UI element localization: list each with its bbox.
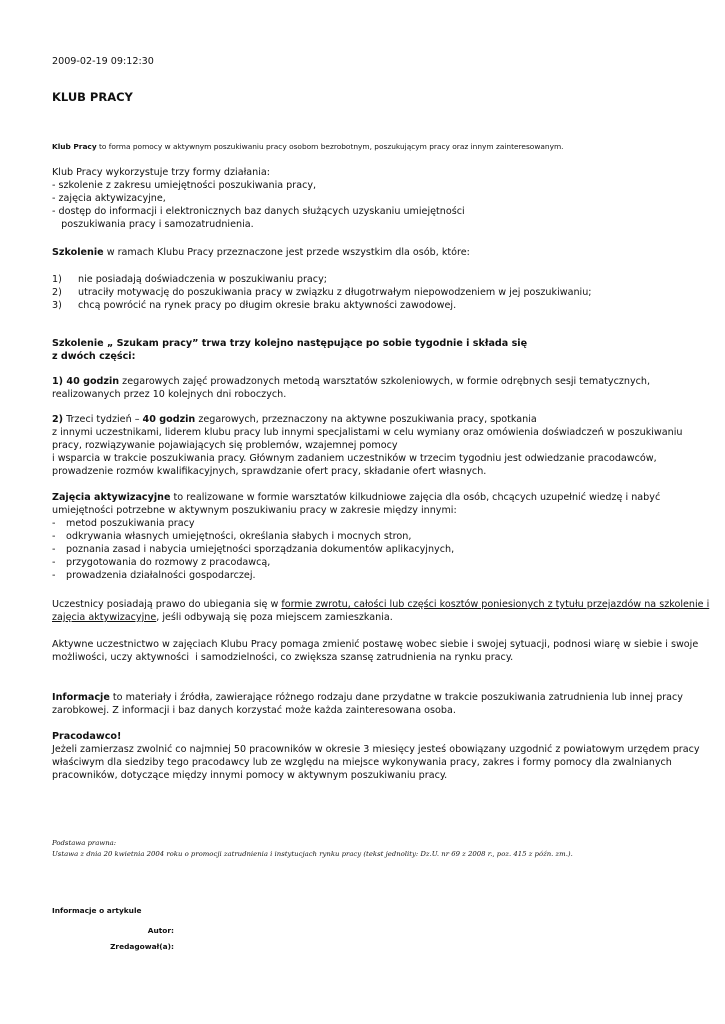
refund-link[interactable]: zajęcia aktywizacyjne bbox=[52, 612, 157, 623]
activation-bold: Zajęcia aktywizacyjne bbox=[52, 492, 171, 503]
forms-section bbox=[52, 166, 465, 231]
intro-paragraph bbox=[52, 142, 564, 152]
forms-item: - zajęcia aktywizacyjne, bbox=[52, 193, 166, 204]
page-title: KLUB PRACY bbox=[52, 90, 133, 104]
info-line: zarobkowej. Z informacji i baz danych korzystać może każda zainteresowana osoba. bbox=[52, 705, 456, 716]
refund-paragraph bbox=[52, 598, 709, 624]
part2-line: pracy, rozwiązywanie pojawiających się problemów, wzajemnej pomocy bbox=[52, 440, 398, 451]
employer-heading: Pracodawco! bbox=[52, 731, 122, 742]
list-text: metod poszukiwania pracy bbox=[66, 518, 195, 529]
training-intro bbox=[52, 246, 470, 259]
article-info-heading: Informacje o artykule bbox=[52, 906, 142, 915]
part1-text: zegarowych zajęć prowadzonych metodą warsztatów szkoleniowych, w formie odrębnych sesji tematycznych, bbox=[119, 376, 651, 387]
list-item: - odkrywania własnych umiejętności, określania słabych i mocnych stron, bbox=[52, 531, 412, 542]
forms-item: - szkolenie z zakresu umiejętności poszukiwania pracy, bbox=[52, 180, 317, 191]
part1-prefix: 1) 40 godzin bbox=[52, 376, 120, 387]
list-number: 1) bbox=[52, 274, 62, 285]
employer-line: pracowników, dotyczące między innymi pomocy w aktywnym poszukiwaniu pracy. bbox=[52, 770, 448, 781]
list-text: chcą powrócić na rynek pracy po długim okresie braku aktywności zawodowej. bbox=[78, 300, 457, 311]
info-text: to materiały i źródła, zawierające różnego rodzaju dane przydatne w trakcie poszukiwania zatrudnienia lub innej pracy bbox=[109, 692, 683, 703]
list-text: utraciły motywację do poszukiwania pracy w związku z długotrwałym niepowodzeniem w jej poszukiwaniu; bbox=[78, 287, 592, 298]
refund-text: Uczestnicy posiadają prawo do ubiegania się w bbox=[52, 599, 282, 610]
legal-text: Ustawa z dnia 20 kwietnia 2004 roku o promocji zatrudnienia i instytucjach rynku pracy (tekst jednolity: Dz.U. nr 69 z 2008 r., poz. 415 z późn. zm.). bbox=[52, 850, 573, 858]
part2-line: prowadzenie rozmów kwalifikacyjnych, sprawdzanie ofert pracy, składanie ofert własnych. bbox=[52, 466, 487, 477]
list-text: odkrywania własnych umiejętności, określania słabych i mocnych stron, bbox=[66, 531, 412, 542]
list-item: - metod poszukiwania pracy bbox=[52, 518, 195, 529]
training-bold: Szkolenie bbox=[52, 247, 104, 258]
part2-paragraph bbox=[52, 413, 682, 478]
forms-item: - dostęp do informacji i elektronicznych baz danych służących uzyskaniu umiejętności bbox=[52, 206, 465, 217]
active-line: Aktywne uczestnictwo w zajęciach Klubu Pracy pomaga zmienić postawę wobec siebie i swojej sytuacji, podnosi wiarę w siebie i swoje bbox=[52, 639, 699, 650]
part2-line: z innymi uczestnikami, liderem klubu pracy lub innymi specjalistami w celu wymiany oraz omówienia doświadczeń w poszukiwaniu bbox=[52, 427, 683, 438]
szukam-line: z dwóch części: bbox=[52, 351, 136, 362]
list-number: 2) bbox=[52, 287, 62, 298]
intro-bold: Klub Pracy bbox=[52, 142, 97, 151]
part2-text: zegarowych, przeznaczony na aktywne poszukiwania pracy, spotkania bbox=[195, 414, 537, 425]
activation-paragraph bbox=[52, 491, 660, 582]
part1-paragraph bbox=[52, 375, 650, 401]
forms-item: poszukiwania pracy i samozatrudnienia. bbox=[52, 219, 254, 230]
list-item: - poznania zasad i nabycia umiejętności sporządzania dokumentów aplikacyjnych, bbox=[52, 544, 455, 555]
employer-section bbox=[52, 730, 700, 782]
part2-mid: Trzeci tydzień – bbox=[63, 414, 143, 425]
part2-prefix: 2) bbox=[52, 414, 64, 425]
active-paragraph bbox=[52, 638, 698, 664]
list-text: poznania zasad i nabycia umiejętności sporządzania dokumentów aplikacyjnych, bbox=[66, 544, 455, 555]
forms-heading: Klub Pracy wykorzystuje trzy formy działania: bbox=[52, 167, 271, 178]
activation-line: umiejętności potrzebne w aktywnym poszukiwaniu pracy w zakresie między innymi: bbox=[52, 505, 457, 516]
editor-label: Zredagował(a): bbox=[110, 942, 174, 951]
list-item bbox=[52, 299, 592, 312]
list-item: - przygotowania do rozmowy z pracodawcą, bbox=[52, 557, 271, 568]
refund-text: , jeśli odbywają się poza miejscem zamieszkania. bbox=[156, 612, 393, 623]
list-text: nie posiadają doświadczenia w poszukiwaniu pracy; bbox=[78, 274, 327, 285]
szukam-heading bbox=[52, 337, 527, 363]
intro-text: to forma pomocy w aktywnym poszukiwaniu pracy osobom bezrobotnym, poszukującym pracy oraz innym zainteresowanym. bbox=[96, 142, 564, 151]
training-list bbox=[52, 273, 592, 312]
author-label: Autor: bbox=[147, 926, 174, 935]
list-number: 3) bbox=[52, 300, 62, 311]
part1-line: realizowanych przez 10 kolejnych dni roboczych. bbox=[52, 389, 287, 400]
part2-bold: 40 godzin bbox=[142, 414, 196, 425]
legal-basis bbox=[52, 838, 573, 860]
active-line: możliwości, uczy aktywności i samodzielności, co zwiększa szansę zatrudnienia na rynku pracy. bbox=[52, 652, 514, 663]
employer-line: Jeżeli zamierzasz zwolnić co najmniej 50 pracowników w okresie 3 miesięcy jesteś obowiązany uzgodnić z powiatowym urzędem pracy bbox=[52, 744, 700, 755]
szukam-line: Szkolenie „ Szukam pracy” trwa trzy kolejno następujące po sobie tygodnie i składa się bbox=[52, 338, 528, 349]
list-item bbox=[52, 273, 592, 286]
employer-line: właściwym dla siedziby tego pracodawcy lub ze względu na miejsce wykonywania pracy, zakres i formy pomocy dla zwalnianych bbox=[52, 757, 672, 768]
info-bold: Informacje bbox=[52, 692, 110, 703]
refund-link[interactable]: formie zwrotu, całości lub części kosztów poniesionych z tytułu przejazdów na szkolenie i bbox=[281, 599, 710, 610]
part2-line: i wsparcia w trakcie poszukiwania pracy. Głównym zadaniem uczestników w trzecim tygodniu jest odwiedzanie pracodawców, bbox=[52, 453, 657, 464]
list-text: przygotowania do rozmowy z pracodawcą, bbox=[66, 557, 271, 568]
list-item: - prowadzenia działalności gospodarczej. bbox=[52, 570, 256, 581]
list-item bbox=[52, 286, 592, 299]
list-text: prowadzenia działalności gospodarczej. bbox=[66, 570, 256, 581]
training-text: w ramach Klubu Pracy przeznaczone jest przede wszystkim dla osób, które: bbox=[103, 247, 470, 258]
info-paragraph bbox=[52, 691, 683, 717]
activation-text: to realizowane w formie warsztatów kilkudniowe zajęcia dla osób, chcących uzupełnić wiedzę i nabyć bbox=[170, 492, 661, 503]
legal-heading: Podstawa prawna: bbox=[52, 839, 117, 847]
timestamp: 2009-02-19 09:12:30 bbox=[52, 56, 154, 67]
